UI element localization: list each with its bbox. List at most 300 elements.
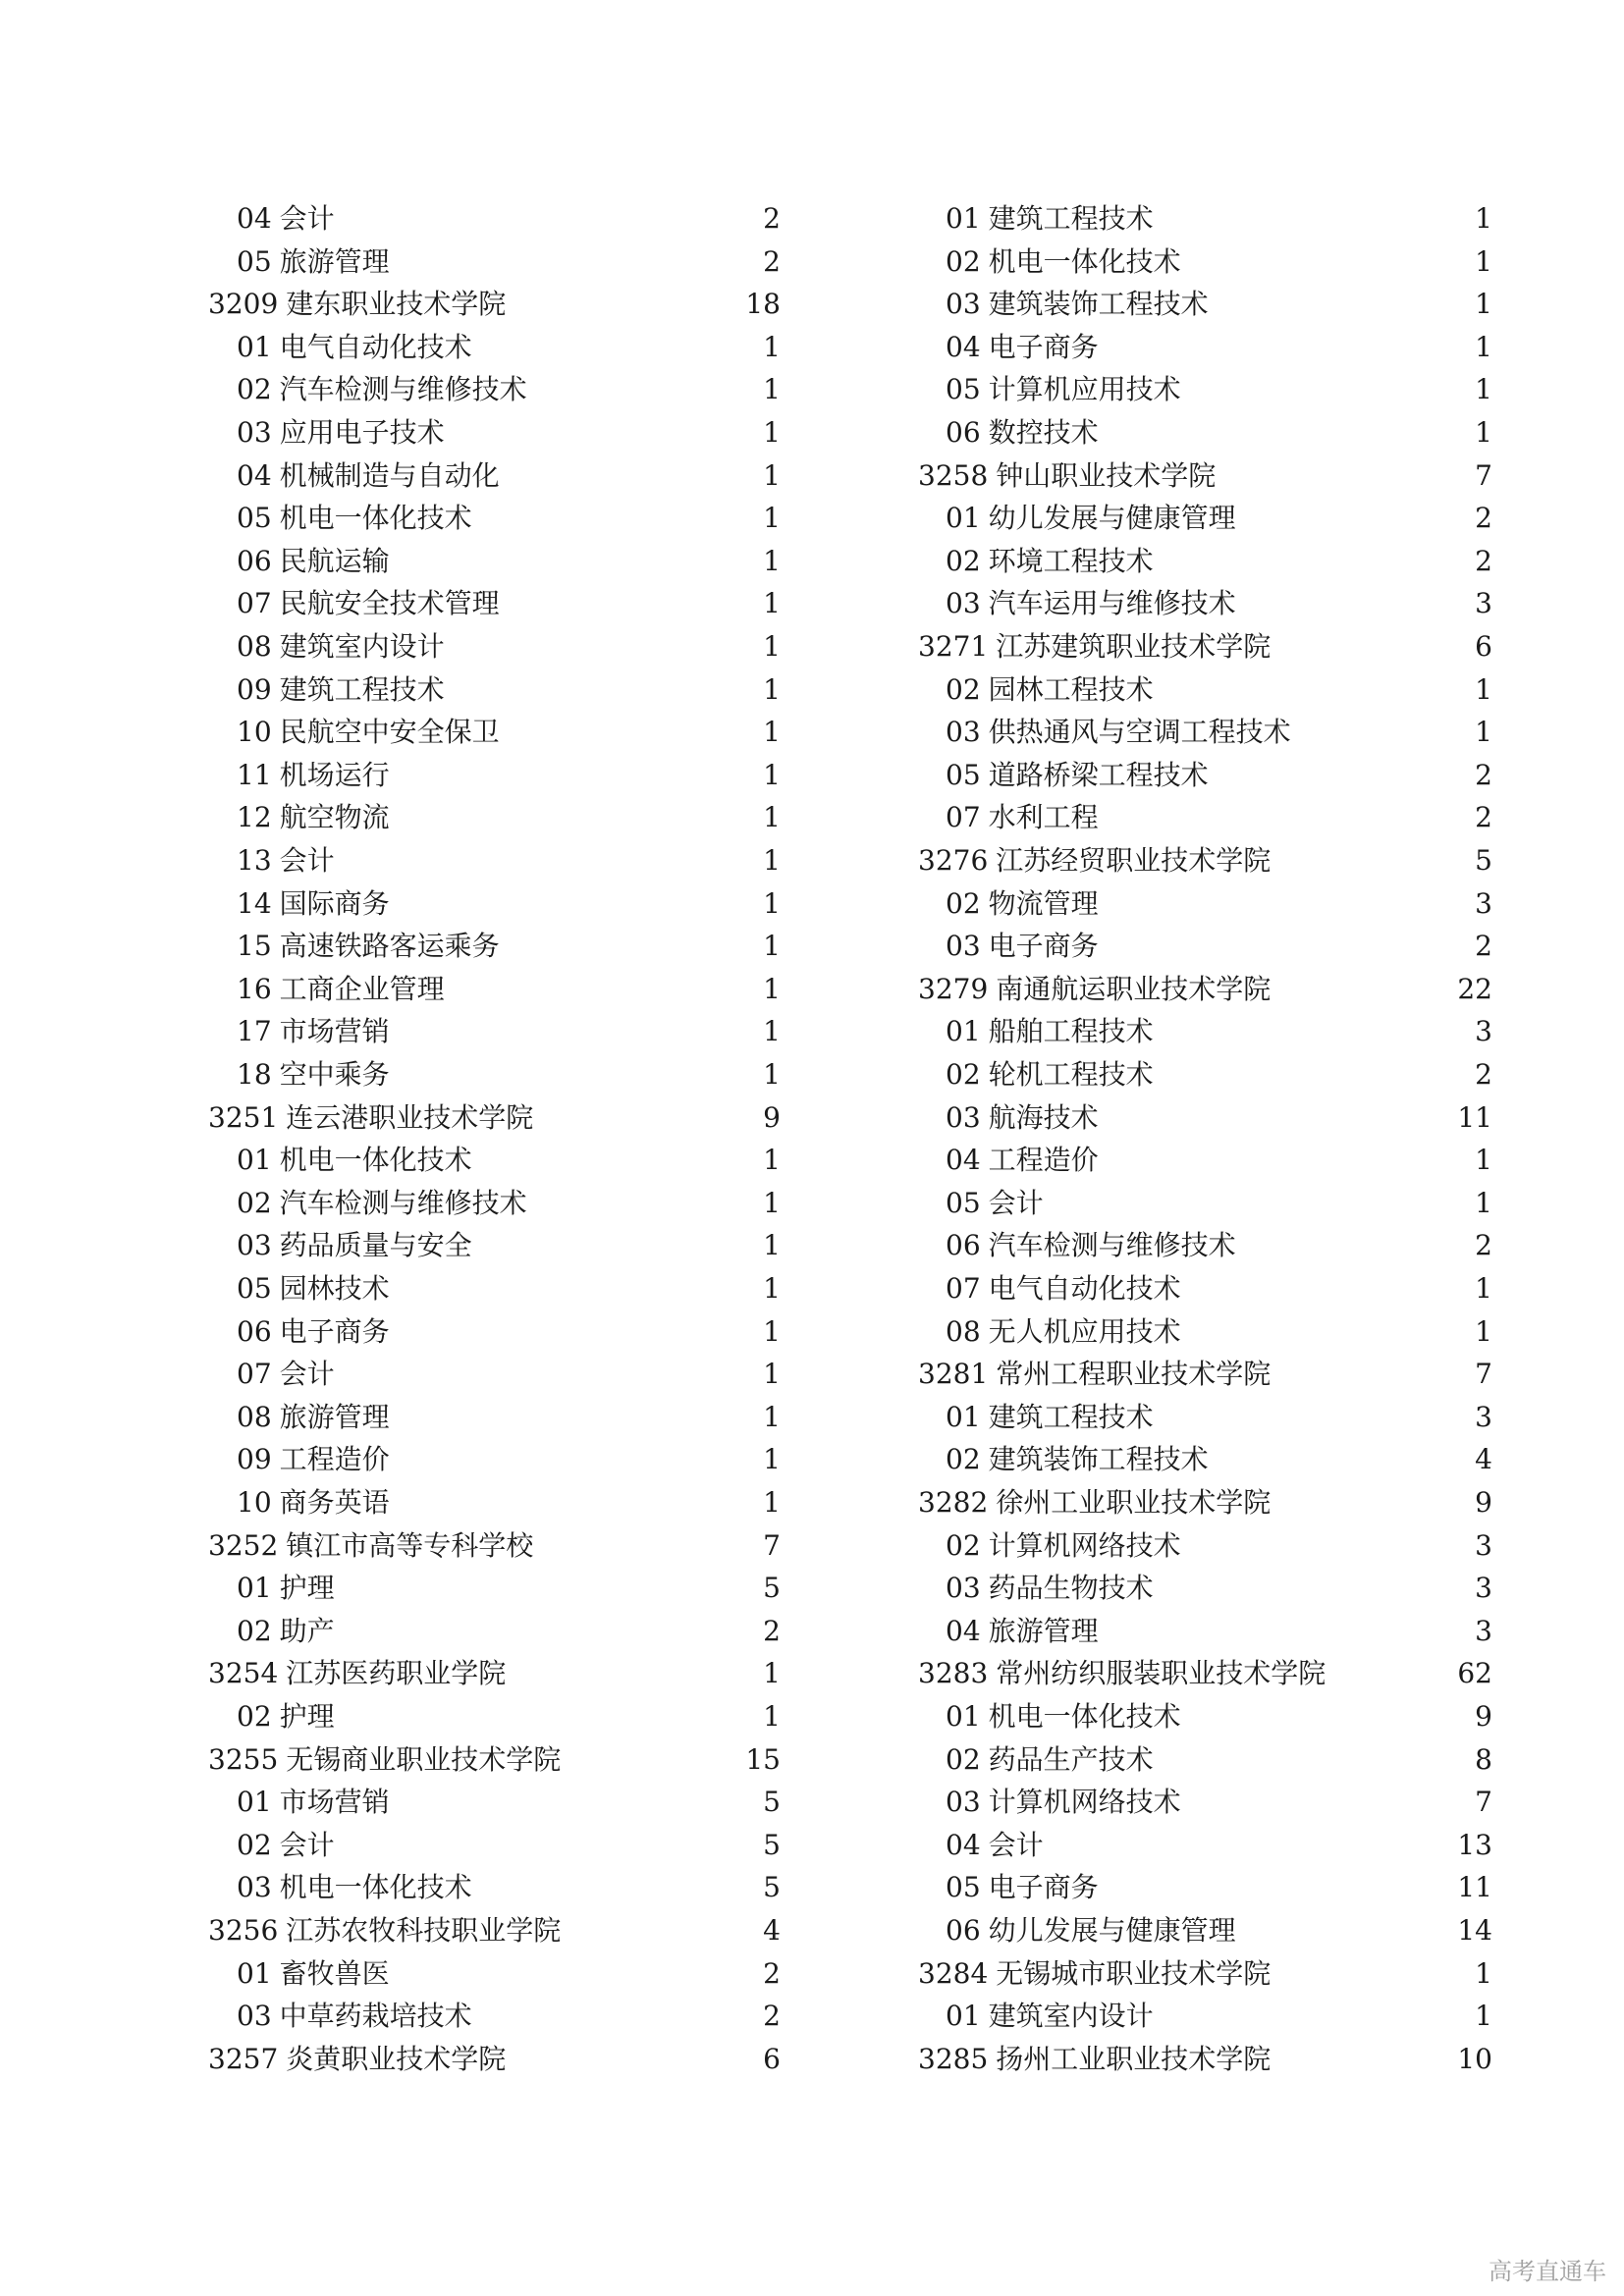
school-code: 3254 <box>208 1657 279 1690</box>
major-row <box>946 542 1154 581</box>
count: 5 <box>763 1572 781 1605</box>
major-name: 幼儿发展与健康管理 <box>988 502 1236 535</box>
major-row <box>237 1355 335 1394</box>
count: 5 <box>763 1828 781 1861</box>
major-row <box>946 1055 1154 1095</box>
major-code: 09 <box>237 1443 272 1476</box>
major-row <box>946 713 1291 752</box>
school-row <box>918 970 1271 1009</box>
major-row <box>946 499 1236 538</box>
major-row <box>946 1098 1099 1138</box>
major-name: 建筑室内设计 <box>279 630 445 663</box>
count: 1 <box>1475 1186 1492 1219</box>
major-name: 会计 <box>279 1828 335 1861</box>
major-row <box>237 1826 335 1865</box>
school-code: 3279 <box>918 972 989 1005</box>
major-code: 12 <box>237 801 272 834</box>
major-row <box>237 584 500 623</box>
count: 10 <box>1457 2042 1492 2075</box>
major-code: 02 <box>946 1058 981 1091</box>
major-code: 06 <box>946 416 981 449</box>
count: 1 <box>763 886 781 920</box>
school-code: 3281 <box>918 1358 989 1391</box>
major-code: 01 <box>946 202 981 235</box>
count: 1 <box>1475 244 1492 278</box>
school-row <box>918 2040 1271 2079</box>
count: 1 <box>1475 1272 1492 1305</box>
count: 1 <box>1475 1956 1492 1990</box>
major-code: 04 <box>946 1828 981 1861</box>
major-row <box>946 756 1209 795</box>
major-code: 09 <box>237 672 272 706</box>
major-code: 05 <box>237 1272 272 1305</box>
major-row <box>237 1398 390 1437</box>
count: 14 <box>1457 1914 1492 1947</box>
school-code: 3283 <box>918 1657 989 1690</box>
school-name: 建东职业技术学院 <box>286 288 507 321</box>
major-name: 轮机工程技术 <box>988 1058 1154 1091</box>
school-name: 镇江市高等专科学校 <box>286 1528 534 1562</box>
major-code: 11 <box>237 758 272 791</box>
major-name: 船舶工程技术 <box>988 1015 1154 1048</box>
major-row <box>237 1612 335 1651</box>
major-name: 机电一体化技术 <box>279 1144 472 1177</box>
major-row <box>946 584 1236 623</box>
school-row <box>918 1654 1326 1693</box>
major-code: 03 <box>237 416 272 449</box>
major-name: 会计 <box>279 1358 335 1391</box>
major-name: 会计 <box>279 844 335 877</box>
major-row <box>946 1012 1154 1051</box>
count: 1 <box>763 716 781 749</box>
major-code: 02 <box>946 672 981 706</box>
count: 1 <box>763 1272 781 1305</box>
count: 9 <box>1475 1700 1492 1733</box>
school-code: 3255 <box>208 1742 279 1776</box>
major-row <box>946 1226 1236 1265</box>
major-row <box>237 1783 390 1822</box>
count: 1 <box>1475 373 1492 406</box>
major-code: 01 <box>237 1786 272 1819</box>
major-row <box>237 798 390 837</box>
school-code: 3285 <box>918 2042 989 2075</box>
major-name: 建筑装饰工程技术 <box>988 1443 1209 1476</box>
school-row <box>918 1483 1271 1522</box>
major-code: 03 <box>946 1100 981 1134</box>
major-code: 01 <box>946 502 981 535</box>
major-name: 中草药栽培技术 <box>279 2000 472 2033</box>
count: 7 <box>1475 458 1492 492</box>
major-name: 护理 <box>279 1700 335 1733</box>
major-name: 药品质量与安全 <box>279 1229 472 1262</box>
school-row <box>208 2040 506 2079</box>
major-row <box>946 413 1099 453</box>
major-name: 市场营销 <box>279 1015 390 1048</box>
major-name: 工程造价 <box>279 1443 390 1476</box>
count: 1 <box>763 844 781 877</box>
major-code: 03 <box>946 1786 981 1819</box>
count: 2 <box>763 1956 781 1990</box>
major-code: 05 <box>946 1871 981 1904</box>
major-row <box>237 713 500 752</box>
count: 1 <box>1475 288 1492 321</box>
major-name: 机械制造与自动化 <box>279 458 500 492</box>
major-name: 建筑工程技术 <box>988 202 1154 235</box>
school-name: 钟山职业技术学院 <box>996 458 1217 492</box>
major-code: 05 <box>237 502 272 535</box>
major-name: 工程造价 <box>988 1144 1099 1177</box>
major-row <box>237 1868 472 1907</box>
major-row <box>946 242 1181 282</box>
school-code: 3257 <box>208 2042 279 2075</box>
major-name: 幼儿发展与健康管理 <box>988 1914 1236 1947</box>
count: 3 <box>1475 1614 1492 1647</box>
school-code: 3256 <box>208 1914 279 1947</box>
major-row <box>946 1526 1181 1566</box>
major-code: 08 <box>237 630 272 663</box>
school-name: 扬州工业职业技术学院 <box>996 2042 1272 2075</box>
count: 1 <box>763 1443 781 1476</box>
major-code: 06 <box>237 544 272 577</box>
major-name: 应用电子技术 <box>279 416 445 449</box>
major-row <box>237 1312 390 1352</box>
count: 3 <box>1475 886 1492 920</box>
major-name: 园林技术 <box>279 1272 390 1305</box>
major-row <box>237 627 445 667</box>
count: 18 <box>745 288 781 321</box>
major-row <box>237 456 500 496</box>
major-code: 01 <box>946 2000 981 2033</box>
major-row <box>946 927 1099 966</box>
major-code: 17 <box>237 1015 272 1048</box>
major-row <box>237 1184 527 1223</box>
major-row <box>946 1184 1044 1223</box>
school-row <box>918 1954 1271 1994</box>
count: 1 <box>763 630 781 663</box>
count: 9 <box>763 1100 781 1134</box>
school-name: 江苏经贸职业技术学院 <box>996 844 1272 877</box>
major-code: 02 <box>946 244 981 278</box>
count: 2 <box>1475 801 1492 834</box>
count: 1 <box>763 1400 781 1433</box>
count: 1 <box>763 758 781 791</box>
count: 1 <box>763 1358 781 1391</box>
major-name: 畜牧兽医 <box>279 1956 390 1990</box>
major-row <box>946 1997 1154 2036</box>
count: 1 <box>1475 416 1492 449</box>
major-code: 08 <box>237 1400 272 1433</box>
major-row <box>946 328 1099 367</box>
count: 5 <box>763 1786 781 1819</box>
major-code: 02 <box>946 1528 981 1562</box>
major-name: 电子商务 <box>988 930 1099 963</box>
major-code: 18 <box>237 1058 272 1091</box>
major-name: 电子商务 <box>988 1871 1099 1904</box>
major-name: 航海技术 <box>988 1100 1099 1134</box>
watermark: 高考直通车 <box>1489 2258 1606 2285</box>
major-name: 环境工程技术 <box>988 544 1154 577</box>
major-name: 汽车检测与维修技术 <box>988 1229 1236 1262</box>
major-name: 高速铁路客运乘务 <box>279 930 500 963</box>
major-code: 02 <box>237 373 272 406</box>
count: 7 <box>763 1528 781 1562</box>
count: 1 <box>763 1229 781 1262</box>
count: 2 <box>1475 930 1492 963</box>
major-row <box>237 884 390 924</box>
major-code: 03 <box>946 716 981 749</box>
major-name: 民航运输 <box>279 544 390 577</box>
major-name: 供热通风与空调工程技术 <box>988 716 1291 749</box>
school-code: 3251 <box>208 1100 279 1134</box>
major-row <box>237 242 390 282</box>
school-name: 江苏医药职业学院 <box>286 1657 507 1690</box>
major-name: 国际商务 <box>279 886 390 920</box>
school-name: 无锡商业职业技术学院 <box>286 1742 562 1776</box>
school-name: 江苏农牧科技职业学院 <box>286 1914 562 1947</box>
school-code: 3271 <box>918 630 989 663</box>
major-row <box>237 1483 390 1522</box>
major-row <box>237 1697 335 1736</box>
major-row <box>237 927 500 966</box>
count: 2 <box>763 202 781 235</box>
count: 7 <box>1475 1358 1492 1391</box>
count: 1 <box>763 544 781 577</box>
major-name: 建筑工程技术 <box>279 672 445 706</box>
count: 1 <box>763 1015 781 1048</box>
school-row <box>918 627 1271 667</box>
major-code: 01 <box>237 1144 272 1177</box>
count: 1 <box>763 1657 781 1690</box>
major-code: 04 <box>946 330 981 363</box>
school-row <box>208 285 506 324</box>
count: 1 <box>763 458 781 492</box>
major-name: 建筑室内设计 <box>988 2000 1154 2033</box>
major-code: 02 <box>237 1186 272 1219</box>
major-code: 05 <box>946 758 981 791</box>
school-row <box>208 1526 533 1566</box>
major-row <box>946 1697 1181 1736</box>
major-name: 计算机应用技术 <box>988 373 1181 406</box>
major-code: 01 <box>946 1700 981 1733</box>
count: 6 <box>763 2042 781 2075</box>
major-code: 06 <box>946 1914 981 1947</box>
count: 3 <box>1475 1015 1492 1048</box>
count: 1 <box>763 1144 781 1177</box>
major-row <box>237 1055 390 1095</box>
major-name: 市场营销 <box>279 1786 390 1819</box>
major-row <box>237 1012 390 1051</box>
count: 9 <box>1475 1486 1492 1519</box>
major-row <box>946 1141 1099 1180</box>
school-name: 江苏建筑职业技术学院 <box>996 630 1272 663</box>
major-name: 数控技术 <box>988 416 1099 449</box>
major-row <box>946 884 1099 924</box>
count: 1 <box>763 1058 781 1091</box>
major-code: 01 <box>237 1956 272 1990</box>
count: 11 <box>1457 1100 1492 1134</box>
major-name: 工商企业管理 <box>279 972 445 1005</box>
count: 1 <box>1475 330 1492 363</box>
major-row <box>946 1740 1154 1780</box>
major-row <box>237 542 390 581</box>
count: 1 <box>1475 1144 1492 1177</box>
count: 4 <box>1475 1443 1492 1476</box>
count: 2 <box>763 244 781 278</box>
major-name: 机场运行 <box>279 758 390 791</box>
major-name: 电气自动化技术 <box>988 1272 1181 1305</box>
major-code: 07 <box>946 1272 981 1305</box>
major-code: 03 <box>237 1229 272 1262</box>
count: 2 <box>1475 1229 1492 1262</box>
count: 13 <box>1457 1828 1492 1861</box>
count: 1 <box>763 672 781 706</box>
major-name: 助产 <box>279 1614 335 1647</box>
major-name: 会计 <box>279 202 335 235</box>
major-name: 旅游管理 <box>279 1400 390 1433</box>
major-code: 01 <box>946 1400 981 1433</box>
count: 1 <box>763 373 781 406</box>
major-row <box>946 798 1099 837</box>
major-row <box>946 285 1209 324</box>
count: 2 <box>763 2000 781 2033</box>
major-name: 汽车检测与维修技术 <box>279 1186 527 1219</box>
count: 1 <box>1475 672 1492 706</box>
school-name: 徐州工业职业技术学院 <box>996 1486 1272 1519</box>
major-code: 03 <box>946 930 981 963</box>
count: 2 <box>763 1614 781 1647</box>
school-name: 常州纺织服装职业技术学院 <box>996 1657 1326 1690</box>
school-row <box>208 1654 506 1693</box>
major-row <box>946 1911 1236 1950</box>
school-code: 3276 <box>918 844 989 877</box>
count: 2 <box>1475 502 1492 535</box>
count: 1 <box>1475 716 1492 749</box>
major-code: 03 <box>946 587 981 620</box>
count: 1 <box>763 416 781 449</box>
major-name: 建筑工程技术 <box>988 1400 1154 1433</box>
school-code: 3282 <box>918 1486 989 1519</box>
major-code: 15 <box>237 930 272 963</box>
count: 1 <box>763 587 781 620</box>
count: 2 <box>1475 1058 1492 1091</box>
school-name: 常州工程职业技术学院 <box>996 1358 1272 1391</box>
major-name: 电气自动化技术 <box>279 330 472 363</box>
major-row <box>946 1826 1044 1865</box>
major-row <box>237 970 445 1009</box>
count: 22 <box>1457 972 1492 1005</box>
count: 1 <box>763 930 781 963</box>
count: 15 <box>745 1742 781 1776</box>
major-code: 03 <box>237 1871 272 1904</box>
school-code: 3284 <box>918 1956 989 1990</box>
school-code: 3252 <box>208 1528 279 1562</box>
major-code: 01 <box>946 1015 981 1048</box>
major-row <box>237 199 335 239</box>
major-name: 无人机应用技术 <box>988 1314 1181 1348</box>
major-row <box>237 670 445 710</box>
major-name: 航空物流 <box>279 801 390 834</box>
major-name: 机电一体化技术 <box>279 1871 472 1904</box>
school-row <box>918 841 1271 881</box>
major-name: 园林工程技术 <box>988 672 1154 706</box>
major-row <box>946 1269 1181 1308</box>
major-code: 02 <box>946 544 981 577</box>
major-name: 民航空中安全保卫 <box>279 716 500 749</box>
major-row <box>237 413 445 453</box>
major-name: 电子商务 <box>988 330 1099 363</box>
major-row <box>237 1954 390 1994</box>
major-name: 汽车检测与维修技术 <box>279 373 527 406</box>
count: 1 <box>1475 2000 1492 2033</box>
count: 1 <box>1475 1314 1492 1348</box>
major-name: 旅游管理 <box>279 244 390 278</box>
school-name: 炎黄职业技术学院 <box>286 2042 507 2075</box>
major-name: 汽车运用与维修技术 <box>988 587 1236 620</box>
count: 62 <box>1457 1657 1492 1690</box>
major-name: 会计 <box>988 1186 1044 1219</box>
major-name: 药品生产技术 <box>988 1742 1154 1776</box>
major-code: 06 <box>946 1229 981 1262</box>
school-row <box>208 1911 561 1950</box>
count: 6 <box>1475 630 1492 663</box>
major-code: 04 <box>946 1144 981 1177</box>
major-row <box>946 370 1181 409</box>
major-name: 物流管理 <box>988 886 1099 920</box>
count: 1 <box>763 972 781 1005</box>
major-row <box>237 328 472 367</box>
major-row <box>237 1440 390 1479</box>
major-code: 02 <box>237 1700 272 1733</box>
school-code: 3258 <box>918 458 989 492</box>
count: 1 <box>763 1314 781 1348</box>
major-name: 旅游管理 <box>988 1614 1099 1647</box>
major-code: 13 <box>237 844 272 877</box>
major-code: 14 <box>237 886 272 920</box>
major-row <box>946 1398 1154 1437</box>
major-name: 机电一体化技术 <box>279 502 472 535</box>
count: 3 <box>1475 587 1492 620</box>
major-row <box>237 499 472 538</box>
major-row <box>237 370 527 409</box>
major-code: 03 <box>946 1572 981 1605</box>
major-code: 04 <box>237 458 272 492</box>
major-row <box>237 1269 390 1308</box>
count: 5 <box>1475 844 1492 877</box>
major-row <box>237 841 335 881</box>
school-name: 南通航运职业技术学院 <box>996 972 1272 1005</box>
major-code: 02 <box>946 886 981 920</box>
count: 1 <box>763 801 781 834</box>
major-row <box>946 1868 1099 1907</box>
major-code: 05 <box>237 244 272 278</box>
count: 1 <box>1475 202 1492 235</box>
count: 3 <box>1475 1400 1492 1433</box>
count: 3 <box>1475 1572 1492 1605</box>
count: 1 <box>763 1700 781 1733</box>
count: 3 <box>1475 1528 1492 1562</box>
major-code: 04 <box>237 202 272 235</box>
major-code: 16 <box>237 972 272 1005</box>
major-row <box>946 1783 1181 1822</box>
major-code: 07 <box>237 587 272 620</box>
major-row <box>946 1612 1099 1651</box>
school-row <box>208 1740 561 1780</box>
school-name: 无锡城市职业技术学院 <box>996 1956 1272 1990</box>
major-row <box>237 1569 335 1608</box>
major-code: 03 <box>946 288 981 321</box>
count: 11 <box>1457 1871 1492 1904</box>
count: 2 <box>1475 758 1492 791</box>
